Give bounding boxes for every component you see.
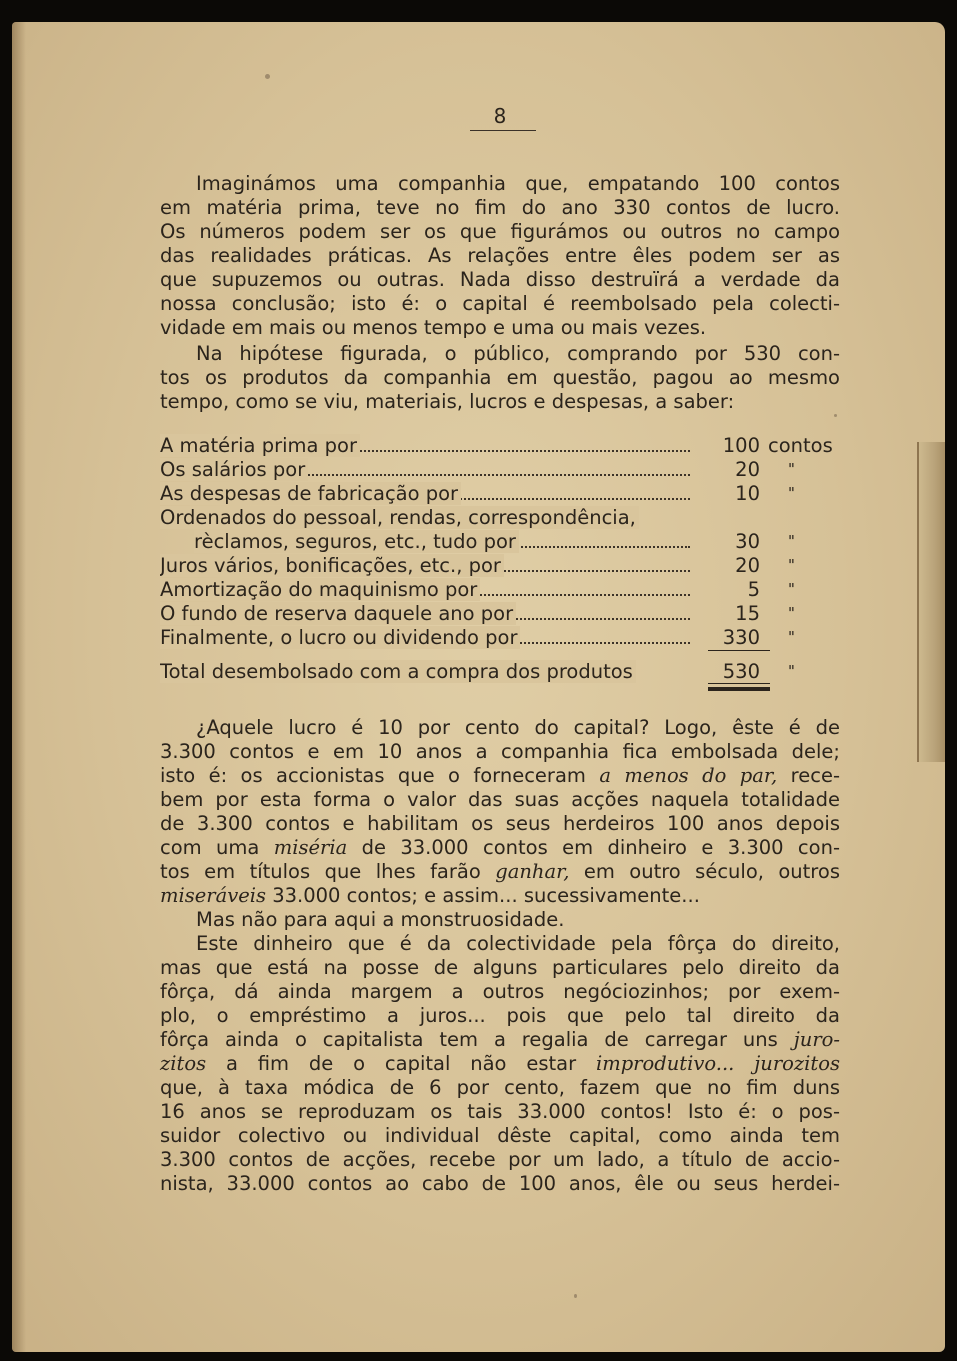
- total-double-rule: [708, 687, 770, 691]
- text-line: 3.300 contos e em 10 anos a companhia fica embolsada dele;: [160, 740, 840, 763]
- paper-speck: [574, 1294, 577, 1298]
- sum-rule: [708, 650, 770, 651]
- text-line: suidor colectivo ou individual dêste capital, como ainda tem: [160, 1124, 840, 1147]
- table-row-value: 20: [735, 458, 760, 481]
- text-line: Imaginámos uma companhia que, empatando 100 contos: [196, 172, 840, 195]
- text-italic-segment: improdutivo...: [595, 1052, 735, 1075]
- table-row-label: O fundo de reserva daquele ano por: [160, 602, 516, 625]
- text-line: em matéria prima, teve no fim do ano 330 contos de lucro.: [160, 196, 840, 219]
- text-segment: de 33.000 contos em dinheiro e 3.300 con-: [361, 836, 840, 859]
- text-segment: a fim de o capital não estar: [225, 1052, 577, 1075]
- table-row-value: 15: [735, 602, 760, 625]
- table-row: [160, 458, 840, 482]
- text-line: [160, 764, 840, 787]
- text-segment: isto é: os accionistas que o forneceram: [160, 764, 586, 787]
- table-row-label: Os salários por: [160, 458, 308, 481]
- table-row: [160, 578, 840, 602]
- text-line: plo, o empréstimo a juros... pois que pelo tal direito da: [160, 1004, 840, 1027]
- table-row-label: rèclamos, seguros, etc., tudo por: [194, 530, 519, 553]
- text-line: vidade em mais ou menos tempo e uma ou mais vezes.: [160, 316, 707, 339]
- table-row-label: Finalmente, o lucro ou dividendo por: [160, 626, 520, 649]
- text-italic-segment: jurozitos: [754, 1052, 840, 1075]
- text-line: que supuzemos ou outras. Nada disso destruïrá a verdade da: [160, 268, 840, 291]
- text-italic-segment: ganhar,: [495, 860, 570, 883]
- page-fold-edge: [917, 442, 945, 762]
- text-line: Na hipótese figurada, o público, comprando por 530 con-: [196, 342, 840, 365]
- table-row: [160, 434, 840, 458]
- text-line: Mas não para aqui a monstruosidade.: [196, 908, 565, 931]
- text-line: 16 anos se reproduzam os tais 33.000 contos! Isto é: o pos-: [160, 1100, 840, 1123]
- text-line: [160, 1052, 840, 1075]
- table-row: [160, 530, 840, 554]
- text-line: nossa conclusão; isto é: o capital é reembolsado pela colecti-: [160, 292, 840, 315]
- text-italic-segment: zitos: [160, 1052, 207, 1075]
- table-total-row: [160, 660, 840, 684]
- table-row-unit: ": [788, 580, 795, 598]
- table-total-label: Total desembolsado com a compra dos produtos: [160, 660, 636, 683]
- table-total-value: 530: [722, 660, 760, 683]
- text-segment: fôrça ainda o capitalista tem a regalia de carregar uns: [160, 1028, 778, 1051]
- text-segment: rece-: [790, 764, 840, 787]
- page-number-rule: [470, 130, 536, 131]
- text-line: Os números podem ser os que figurámos ou outros no campo: [160, 220, 840, 243]
- text-italic-segment: miséria: [273, 836, 348, 859]
- text-italic-segment: miseráveis: [160, 884, 267, 907]
- text-line: nista, 33.000 contos ao cabo de 100 anos, êle ou seus herdei-: [160, 1172, 840, 1195]
- text-line: ¿Aquele lucro é 10 por cento do capital? Logo, êste é de: [196, 716, 840, 739]
- table-row-label: As despesas de fabricação por: [160, 482, 461, 505]
- text-line: tempo, como se viu, materiais, lucros e despesas, a saber:: [160, 390, 735, 413]
- table-row: [160, 602, 840, 626]
- page-edge-shadow: [12, 22, 26, 1352]
- text-line: [160, 836, 840, 859]
- table-row-unit: ": [788, 604, 795, 622]
- text-italic-segment: juro-: [793, 1028, 841, 1051]
- table-row-unit: ": [788, 484, 795, 502]
- table-row-unit: ": [788, 460, 795, 478]
- table-row-value: 10: [735, 482, 760, 505]
- table-row-unit: ": [788, 628, 795, 646]
- table-row-unit: contos: [768, 434, 833, 457]
- table-row-value: 100: [722, 434, 760, 457]
- table-row-unit: ": [788, 532, 795, 550]
- text-italic-segment: a menos do par,: [599, 764, 778, 787]
- text-line: mas que está na posse de alguns particulares pelo direito da: [160, 956, 840, 979]
- page-number: 8: [493, 104, 507, 128]
- text-line: das realidades práticas. As relações entre êles podem ser as: [160, 244, 840, 267]
- table-row-label: Juros vários, bonificações, etc., por: [160, 554, 504, 577]
- paper-speck: [265, 74, 270, 79]
- text-line: fôrça, dá ainda margem a outros negóciozinhos; por exem-: [160, 980, 840, 1003]
- text-line: 3.300 contos de acções, recebe por um lado, a título de accio-: [160, 1148, 840, 1171]
- text-segment: com uma: [160, 836, 260, 859]
- text-line: tos os produtos da companhia em questão, pagou ao mesmo: [160, 366, 840, 389]
- text-line: Este dinheiro que é da colectividade pela fôrça do direito,: [196, 932, 840, 955]
- text-line: [160, 884, 840, 907]
- table-total-unit: ": [788, 662, 795, 680]
- paper-speck: [834, 414, 837, 417]
- table-row-value: 30: [735, 530, 760, 553]
- text-line: [160, 1028, 840, 1051]
- text-line: que, à taxa módica de 6 por cento, fazem que no fim duns: [160, 1076, 840, 1099]
- text-line: bem por esta forma o valor das suas acções naquela totalidade: [160, 788, 840, 811]
- table-row-label: A matéria prima por: [160, 434, 360, 457]
- table-row: [160, 554, 840, 578]
- book-page: [12, 22, 945, 1352]
- table-row-value: 20: [735, 554, 760, 577]
- table-row: [160, 506, 840, 530]
- table-row: [160, 482, 840, 506]
- text-line: [160, 860, 840, 883]
- table-row: [160, 626, 840, 650]
- text-segment: tos em títulos que lhes farão: [160, 860, 481, 883]
- table-row-value: 5: [747, 578, 760, 601]
- table-row-label: Ordenados do pessoal, rendas, correspondência,: [160, 506, 639, 529]
- text-segment: 33.000 contos; e assim... sucessivamente...: [272, 884, 700, 907]
- table-row-unit: ": [788, 556, 795, 574]
- total-underline: [708, 683, 770, 684]
- text-segment: em outro século, outros: [583, 860, 840, 883]
- table-row-label: Amortização do maquinismo por: [160, 578, 480, 601]
- text-line: de 3.300 contos e habilitam os seus herdeiros 100 anos depois: [160, 812, 840, 835]
- table-row-value: 330: [722, 626, 760, 649]
